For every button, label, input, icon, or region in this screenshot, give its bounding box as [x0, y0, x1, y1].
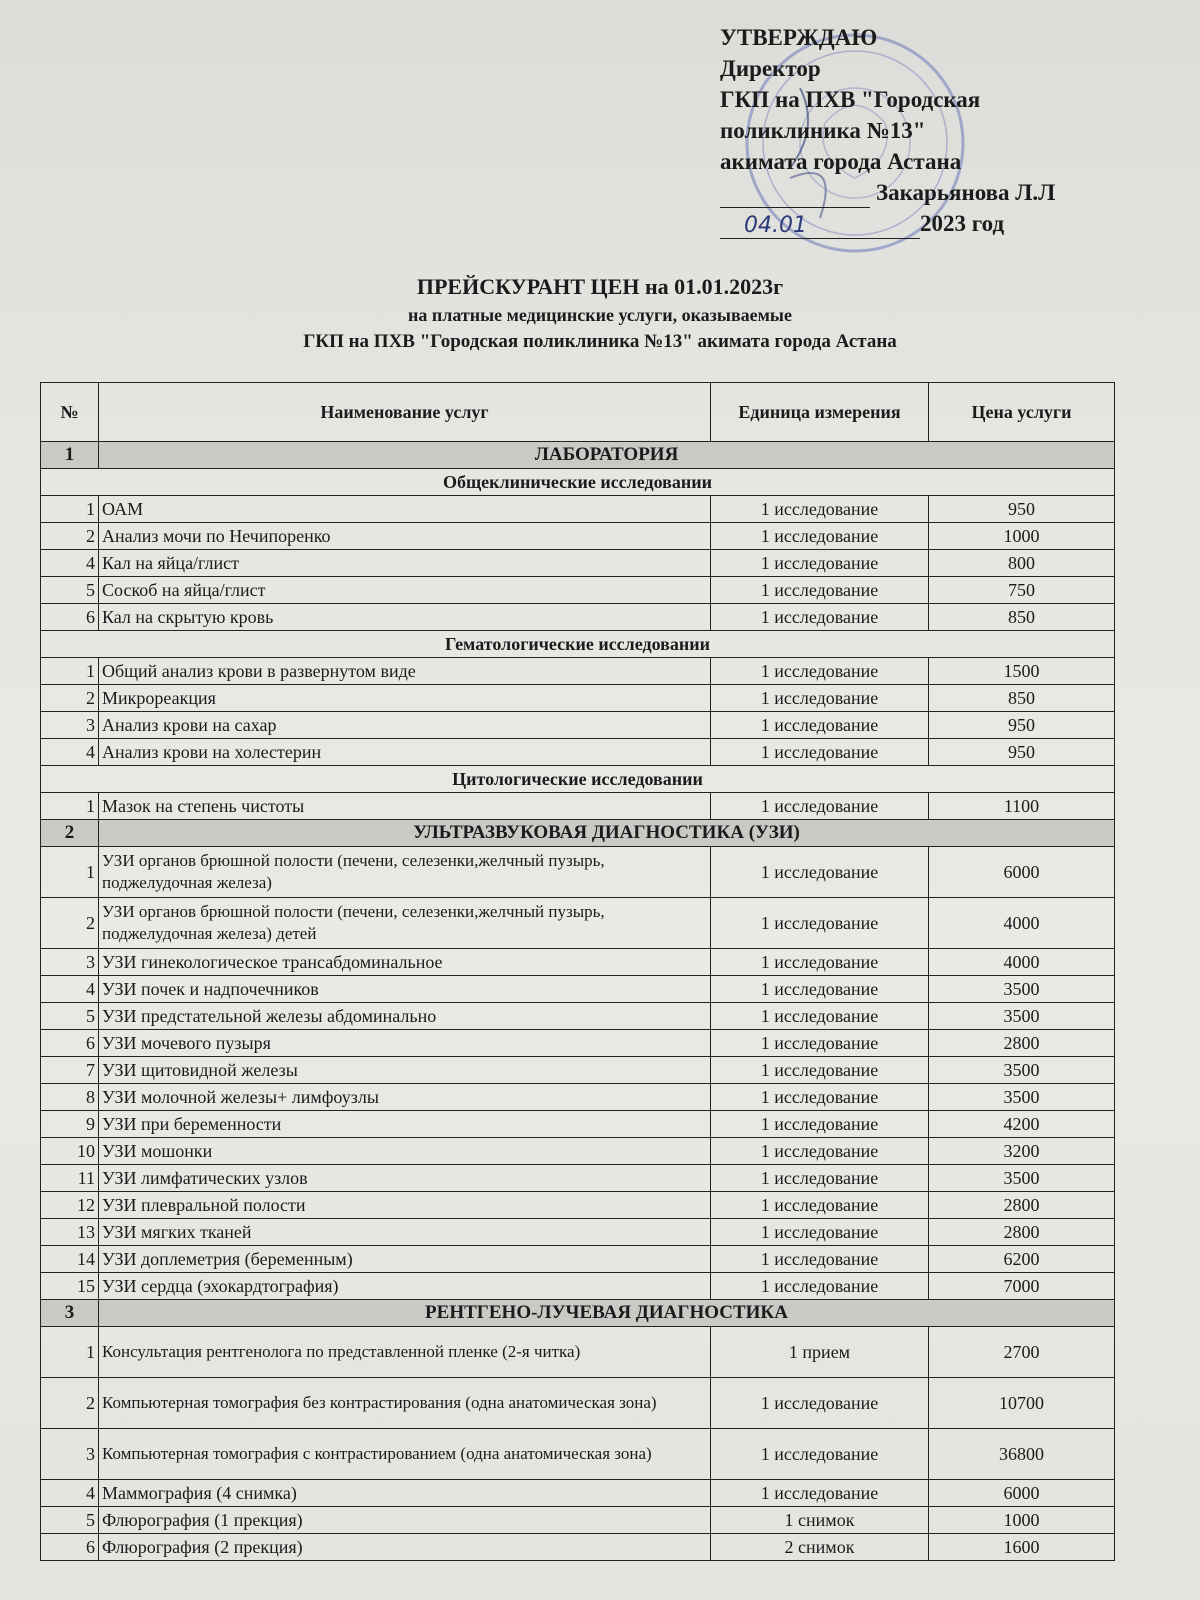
unit-of-measure: 1 исследование — [711, 658, 929, 685]
row-number: 14 — [41, 1246, 99, 1273]
row-number: 5 — [41, 1003, 99, 1030]
service-price: 3500 — [929, 1057, 1115, 1084]
service-price: 6000 — [929, 847, 1115, 898]
row-number: 1 — [41, 847, 99, 898]
table-row — [41, 1165, 1115, 1192]
signature-line — [720, 185, 870, 208]
table-row — [41, 1429, 1115, 1480]
table-row — [41, 847, 1115, 898]
table-row — [41, 1327, 1115, 1378]
service-price: 1500 — [929, 658, 1115, 685]
section-row — [41, 820, 1115, 847]
approval-org-line3: акимата города Астана — [720, 149, 962, 174]
service-name: Флюрография (1 прекция) — [99, 1507, 711, 1534]
row-number: 3 — [41, 1429, 99, 1480]
service-price: 950 — [929, 496, 1115, 523]
unit-of-measure: 2 снимок — [711, 1534, 929, 1561]
service-price: 2800 — [929, 1030, 1115, 1057]
service-name: Анализ крови на сахар — [99, 712, 711, 739]
service-price: 3200 — [929, 1138, 1115, 1165]
subsection-row — [41, 766, 1115, 793]
row-number: 2 — [41, 1378, 99, 1429]
service-price: 2800 — [929, 1192, 1115, 1219]
service-name: Кал на яйца/глист — [99, 550, 711, 577]
unit-of-measure: 1 исследование — [711, 1138, 929, 1165]
section-row — [41, 442, 1115, 469]
table-row — [41, 1219, 1115, 1246]
row-number: 13 — [41, 1219, 99, 1246]
header-no: № — [41, 383, 99, 442]
approval-block — [720, 22, 1100, 239]
unit-of-measure: 1 исследование — [711, 1219, 929, 1246]
service-name: Компьютерная томография без контрастирования (одна анатомическая зона) — [99, 1378, 711, 1429]
service-price: 1000 — [929, 523, 1115, 550]
section-row — [41, 1300, 1115, 1327]
table-row — [41, 1138, 1115, 1165]
service-price: 4200 — [929, 1111, 1115, 1138]
service-price: 3500 — [929, 1003, 1115, 1030]
unit-of-measure: 1 исследование — [711, 847, 929, 898]
table-row — [41, 658, 1115, 685]
service-price: 2800 — [929, 1219, 1115, 1246]
table-row — [41, 604, 1115, 631]
table-row — [41, 1111, 1115, 1138]
unit-of-measure: 1 исследование — [711, 1192, 929, 1219]
service-name: УЗИ предстательной железы абдоминально — [99, 1003, 711, 1030]
unit-of-measure: 1 исследование — [711, 1111, 929, 1138]
service-name: УЗИ доплеметрия (беременным) — [99, 1246, 711, 1273]
service-name: Анализ мочи по Нечипоренко — [99, 523, 711, 550]
header-unit: Единица измерения — [711, 383, 929, 442]
date-line — [720, 213, 920, 239]
unit-of-measure: 1 исследование — [711, 898, 929, 949]
service-price: 850 — [929, 604, 1115, 631]
table-row — [41, 523, 1115, 550]
row-number: 2 — [41, 523, 99, 550]
approval-date-line — [720, 208, 1100, 239]
service-name: Общий анализ крови в развернутом виде — [99, 658, 711, 685]
unit-of-measure: 1 исследование — [711, 550, 929, 577]
table-row — [41, 1057, 1115, 1084]
table-row — [41, 550, 1115, 577]
section-number: 3 — [41, 1300, 99, 1327]
row-number: 11 — [41, 1165, 99, 1192]
approval-signer-line — [720, 177, 1100, 208]
price-table — [40, 382, 1115, 1561]
service-name: Анализ крови на холестерин — [99, 739, 711, 766]
service-price: 4000 — [929, 898, 1115, 949]
unit-of-measure: 1 исследование — [711, 1378, 929, 1429]
service-price: 7000 — [929, 1273, 1115, 1300]
service-name: УЗИ мошонки — [99, 1138, 711, 1165]
table-row — [41, 793, 1115, 820]
row-number: 8 — [41, 1084, 99, 1111]
section-number: 1 — [41, 442, 99, 469]
subsection-row — [41, 631, 1115, 658]
table-row — [41, 1534, 1115, 1561]
table-row — [41, 1507, 1115, 1534]
service-name: УЗИ органов брюшной полости (печени, селезенки,желчный пузырь, поджелудочная железа) — [99, 847, 711, 898]
row-number: 4 — [41, 550, 99, 577]
service-price: 36800 — [929, 1429, 1115, 1480]
table-row — [41, 949, 1115, 976]
approval-org-line2: поликлиника №13" — [720, 118, 926, 143]
unit-of-measure: 1 снимок — [711, 1507, 929, 1534]
table-row — [41, 898, 1115, 949]
table-row — [41, 1192, 1115, 1219]
row-number: 6 — [41, 604, 99, 631]
unit-of-measure: 1 исследование — [711, 1480, 929, 1507]
row-number: 1 — [41, 496, 99, 523]
service-price: 2700 — [929, 1327, 1115, 1378]
section-number: 2 — [41, 820, 99, 847]
service-name: УЗИ гинекологическое трансабдоминальное — [99, 949, 711, 976]
service-price: 850 — [929, 685, 1115, 712]
unit-of-measure: 1 исследование — [711, 1165, 929, 1192]
service-price: 10700 — [929, 1378, 1115, 1429]
service-price: 3500 — [929, 1084, 1115, 1111]
table-header-row — [41, 383, 1115, 442]
table-row — [41, 685, 1115, 712]
row-number: 4 — [41, 1480, 99, 1507]
service-price: 950 — [929, 739, 1115, 766]
service-name: УЗИ плевральной полости — [99, 1192, 711, 1219]
row-number: 2 — [41, 685, 99, 712]
table-row — [41, 712, 1115, 739]
row-number: 1 — [41, 1327, 99, 1378]
table-row — [41, 1246, 1115, 1273]
row-number: 5 — [41, 577, 99, 604]
document-title — [0, 272, 1200, 355]
table-row — [41, 1084, 1115, 1111]
row-number: 6 — [41, 1534, 99, 1561]
row-number: 3 — [41, 949, 99, 976]
signer-name: Закарьянова Л.Л — [876, 180, 1056, 205]
handwritten-date: 04.01 — [744, 213, 807, 238]
service-price: 4000 — [929, 949, 1115, 976]
service-name: УЗИ щитовидной железы — [99, 1057, 711, 1084]
unit-of-measure: 1 исследование — [711, 577, 929, 604]
row-number: 1 — [41, 793, 99, 820]
row-number: 1 — [41, 658, 99, 685]
service-name: УЗИ молочной железы+ лимфоузлы — [99, 1084, 711, 1111]
table-row — [41, 1030, 1115, 1057]
unit-of-measure: 1 исследование — [711, 1057, 929, 1084]
header-price: Цена услуги — [929, 383, 1115, 442]
row-number: 2 — [41, 898, 99, 949]
service-price: 1100 — [929, 793, 1115, 820]
service-name: УЗИ лимфатических узлов — [99, 1165, 711, 1192]
service-price: 3500 — [929, 1165, 1115, 1192]
service-name: УЗИ при беременности — [99, 1111, 711, 1138]
service-name: УЗИ почек и надпочечников — [99, 976, 711, 1003]
row-number: 3 — [41, 712, 99, 739]
unit-of-measure: 1 исследование — [711, 739, 929, 766]
row-number: 5 — [41, 1507, 99, 1534]
subsection-title: Общеклинические исследовании — [41, 469, 1115, 496]
service-price: 750 — [929, 577, 1115, 604]
table-row — [41, 1480, 1115, 1507]
row-number: 4 — [41, 976, 99, 1003]
service-price: 6000 — [929, 1480, 1115, 1507]
row-number: 15 — [41, 1273, 99, 1300]
service-price: 1000 — [929, 1507, 1115, 1534]
section-title: РЕНТГЕНО-ЛУЧЕВАЯ ДИАГНОСТИКА — [99, 1300, 1115, 1327]
subsection-title: Цитологические исследовании — [41, 766, 1115, 793]
unit-of-measure: 1 прием — [711, 1327, 929, 1378]
service-name: Компьютерная томография с контрастированием (одна анатомическая зона) — [99, 1429, 711, 1480]
unit-of-measure: 1 исследование — [711, 793, 929, 820]
table-row — [41, 976, 1115, 1003]
section-title: УЛЬТРАЗВУКОВАЯ ДИАГНОСТИКА (УЗИ) — [99, 820, 1115, 847]
unit-of-measure: 1 исследование — [711, 1084, 929, 1111]
header-name: Наименование услуг — [99, 383, 711, 442]
unit-of-measure: 1 исследование — [711, 523, 929, 550]
approval-org-line1: ГКП на ПХВ "Городская — [720, 87, 981, 112]
title-main: ПРЕЙСКУРАНТ ЦЕН на 01.01.2023г — [416, 274, 784, 299]
service-name: Мазок на степень чистоты — [99, 793, 711, 820]
row-number: 7 — [41, 1057, 99, 1084]
approval-position: Директор — [720, 56, 821, 81]
subsection-row — [41, 469, 1115, 496]
service-name: УЗИ мочевого пузыря — [99, 1030, 711, 1057]
unit-of-measure: 1 исследование — [711, 949, 929, 976]
service-name: Консультация рентгенолога по представленной пленке (2-я читка) — [99, 1327, 711, 1378]
title-subtitle: на платные медицинские услуги, оказываемые — [408, 305, 792, 325]
service-name: УЗИ мягких тканей — [99, 1219, 711, 1246]
row-number: 4 — [41, 739, 99, 766]
approval-heading: УТВЕРЖДАЮ — [720, 25, 878, 50]
table-row — [41, 577, 1115, 604]
title-organization: ГКП на ПХВ "Городская поликлиника №13" акимата города Астана — [303, 331, 897, 352]
unit-of-measure: 1 исследование — [711, 1273, 929, 1300]
subsection-title: Гематологические исследовании — [41, 631, 1115, 658]
unit-of-measure: 1 исследование — [711, 712, 929, 739]
service-name: УЗИ органов брюшной полости (печени, селезенки,желчный пузырь, поджелудочная железа) детей — [99, 898, 711, 949]
service-price: 3500 — [929, 976, 1115, 1003]
unit-of-measure: 1 исследование — [711, 496, 929, 523]
section-title: ЛАБОРАТОРИЯ — [99, 442, 1115, 469]
service-name: Кал на скрытую кровь — [99, 604, 711, 631]
row-number: 9 — [41, 1111, 99, 1138]
service-name: Соскоб на яйца/глист — [99, 577, 711, 604]
row-number: 12 — [41, 1192, 99, 1219]
unit-of-measure: 1 исследование — [711, 685, 929, 712]
table-row — [41, 1003, 1115, 1030]
unit-of-measure: 1 исследование — [711, 1429, 929, 1480]
approval-year: 2023 год — [920, 211, 1005, 236]
service-price: 950 — [929, 712, 1115, 739]
table-row — [41, 1378, 1115, 1429]
unit-of-measure: 1 исследование — [711, 1003, 929, 1030]
service-name: УЗИ сердца (эхокардтография) — [99, 1273, 711, 1300]
row-number: 10 — [41, 1138, 99, 1165]
unit-of-measure: 1 исследование — [711, 604, 929, 631]
service-name: Маммография (4 снимка) — [99, 1480, 711, 1507]
unit-of-measure: 1 исследование — [711, 1030, 929, 1057]
unit-of-measure: 1 исследование — [711, 976, 929, 1003]
service-price: 1600 — [929, 1534, 1115, 1561]
service-name: Флюрография (2 прекция) — [99, 1534, 711, 1561]
service-name: ОАМ — [99, 496, 711, 523]
table-row — [41, 739, 1115, 766]
unit-of-measure: 1 исследование — [711, 1246, 929, 1273]
service-name: Микрореакция — [99, 685, 711, 712]
table-row — [41, 496, 1115, 523]
row-number: 6 — [41, 1030, 99, 1057]
service-price: 6200 — [929, 1246, 1115, 1273]
service-price: 800 — [929, 550, 1115, 577]
table-row — [41, 1273, 1115, 1300]
